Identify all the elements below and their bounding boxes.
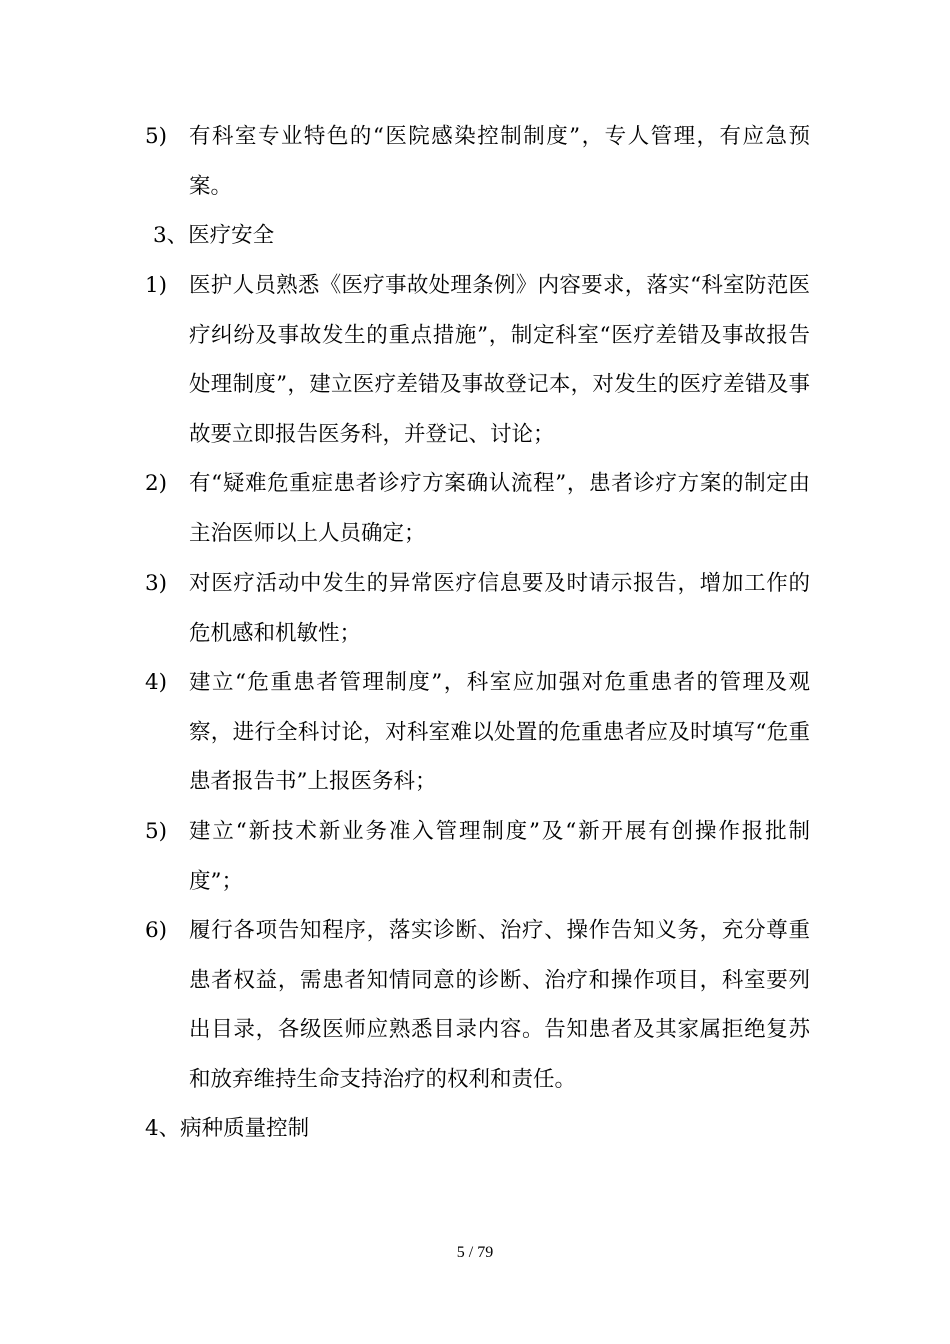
list-item-diagnosis-workflow	[145, 459, 810, 558]
section-heading-medical-safety: 3、医疗安全	[153, 223, 275, 248]
list-item-number: 5)	[145, 124, 168, 149]
list-item-text: 建立“危重患者管理制度”，科室应加强对危重患者的管理及观察，进行全科讨论，对科室难以处置的危重患者应及时填写“危重患者报告书”上报医务科；	[189, 670, 810, 794]
list-item-text: 对医疗活动中发生的异常医疗信息要及时请示报告，增加工作的危机感和机敏性；	[189, 571, 810, 646]
list-item-number: 2)	[145, 471, 168, 496]
list-item-number: 5)	[145, 819, 168, 844]
list-item-accident-regulations	[145, 261, 810, 459]
list-item-abnormal-info-report	[145, 559, 810, 658]
page-number: 5 / 79	[456, 1244, 494, 1261]
list-item-new-technology-access	[145, 807, 810, 906]
list-item-number: 3)	[145, 571, 168, 596]
list-item-number: 6)	[145, 918, 168, 943]
list-item-infection-control	[145, 112, 810, 211]
list-item-text: 履行各项告知程序，落实诊断、治疗、操作告知义务，充分尊重患者权益，需患者知情同意的诊断、治疗和操作项目，科室要列出目录，各级医师应熟悉目录内容。告知患者及其家属拒绝复苏和放弃维持生命支持治疗的权利和责任。	[189, 918, 810, 1092]
list-item-text: 有“疑难危重症患者诊疗方案确认流程”，患者诊疗方案的制定由主治医师以上人员确定；	[189, 471, 810, 546]
section-heading-disease-quality: 4、病种质量控制	[145, 1116, 310, 1141]
list-item-text: 建立“新技术新业务准入管理制度”及“新开展有创操作报批制度”；	[189, 819, 810, 894]
list-item-critical-patient-management	[145, 658, 810, 807]
list-item-text: 医护人员熟悉《医疗事故处理条例》内容要求，落实“科室防范医疗纠纷及事故发生的重点措施”，制定科室“医疗差错及事故报告处理制度”，建立医疗差错及事故登记本，对发生的医疗差错及事故要立即报告医务科，并登记、讨论；	[189, 273, 810, 447]
list-item-number: 4)	[145, 670, 168, 695]
list-item-informed-consent	[145, 906, 810, 1104]
list-item-text: 有科室专业特色的“医院感染控制制度”，专人管理，有应急预案。	[189, 124, 810, 199]
list-item-number: 1)	[145, 273, 168, 298]
